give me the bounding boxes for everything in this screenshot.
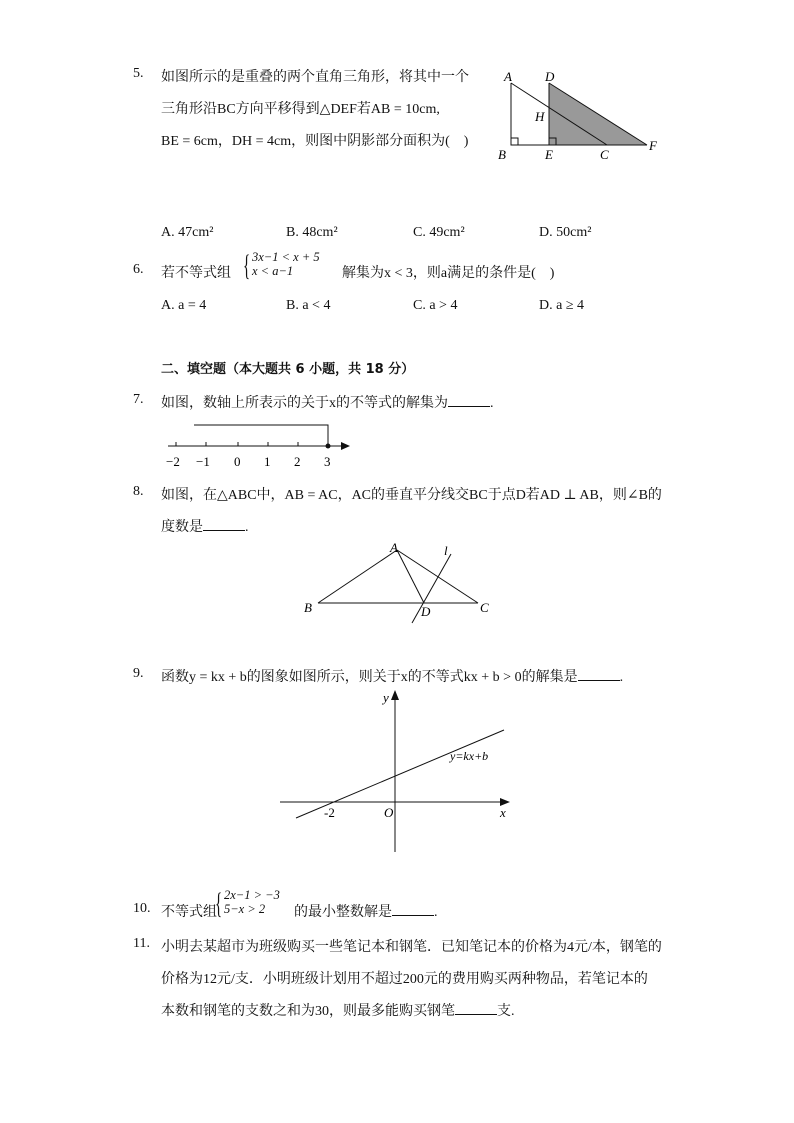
- label-x-axis: x: [500, 805, 506, 820]
- q11-line2: 价格为12元/支．小明班级计划用不超过200元的费用购买两种物品，若笔记本的: [161, 972, 648, 987]
- q7-answer-blank[interactable]: [448, 394, 490, 407]
- q5-figure: [495, 66, 665, 166]
- q10-system-line2: 5−x > 2: [224, 902, 266, 916]
- q10-post: 的最小整数解是 .: [294, 905, 438, 920]
- label-C: C: [600, 147, 609, 162]
- q8-figure: [300, 538, 500, 626]
- q5-option-a[interactable]: A. 47cm²: [161, 225, 214, 240]
- q5-line1: 如图所示的是重叠的两个直角三角形，将其中一个: [161, 70, 469, 85]
- q6-option-c[interactable]: C. a > 4: [413, 298, 458, 313]
- label-A: A: [390, 540, 398, 555]
- q7-number: 7.: [133, 392, 144, 407]
- q9-text: 函数y = kx + b的图象如图所示，则关于x的不等式kx + b > 0的解集是 .: [161, 670, 624, 685]
- q8-number: 8.: [133, 484, 144, 499]
- q9-number: 9.: [133, 666, 144, 681]
- label-H: H: [535, 109, 545, 124]
- q6-option-d[interactable]: D. a ≥ 4: [539, 298, 585, 313]
- q11-answer-blank[interactable]: [455, 1002, 497, 1015]
- q6-option-b[interactable]: B. a < 4: [286, 298, 331, 313]
- q5-option-d[interactable]: D. 50cm²: [539, 225, 592, 240]
- q5-line2: 三角形沿BC方向平移得到△DEF若AB = 10cm,: [161, 102, 440, 117]
- label-B: B: [498, 147, 506, 162]
- q6-system-line2: x < a−1: [252, 264, 294, 278]
- label-C: C: [480, 600, 489, 615]
- q6-pre: 若不等式组: [161, 266, 231, 281]
- q6-number: 6.: [133, 262, 144, 277]
- q6-post: 解集为x < 3，则a满足的条件是( ): [342, 266, 555, 281]
- q11-line1: 小明去某超市为班级购买一些笔记本和钢笔．已知笔记本的价格为4元/本，钢笔的: [161, 940, 662, 955]
- q11-number: 11.: [133, 936, 150, 951]
- label-E: E: [545, 147, 553, 162]
- tick-2: 2: [294, 454, 301, 469]
- q10-brace: {: [215, 887, 223, 920]
- label-origin: O: [384, 805, 394, 820]
- q10-pre: 不等式组: [161, 905, 217, 920]
- label-D: D: [545, 69, 555, 84]
- label-neg2: -2: [324, 805, 335, 820]
- tick-1: 1: [264, 454, 271, 469]
- label-D: D: [421, 604, 431, 619]
- q10-answer-blank[interactable]: [392, 903, 434, 916]
- q5-option-b[interactable]: B. 48cm²: [286, 225, 338, 240]
- label-A: A: [504, 69, 512, 84]
- q8-line2: 度数是 .: [161, 520, 249, 535]
- q5-number: 5.: [133, 66, 144, 81]
- tick-3: 3: [324, 454, 331, 469]
- q9-answer-blank[interactable]: [578, 668, 620, 681]
- q7-text: 如图，数轴上所表示的关于x的不等式的解集为 .: [161, 396, 494, 411]
- q6-option-a[interactable]: A. a = 4: [161, 298, 207, 313]
- q8-answer-blank[interactable]: [203, 518, 245, 531]
- q5-line3: BE = 6cm，DH = 4cm，则图中阴影部分面积为( ): [161, 134, 469, 149]
- tick-neg1: −1: [196, 454, 210, 469]
- label-F: F: [649, 138, 657, 153]
- q11-line3: 本数和钢笔的支数之和为30，则最多能购买钢笔 支.: [161, 1004, 515, 1019]
- label-line-eq: y=kx+b: [450, 749, 489, 763]
- label-l: l: [444, 543, 448, 558]
- section-heading: 二、填空题（本大题共 6 小题，共 18 分）: [161, 362, 415, 377]
- q5-option-c[interactable]: C. 49cm²: [413, 225, 465, 240]
- tick-0: 0: [234, 454, 241, 469]
- q7-number-line: [160, 420, 360, 472]
- tick-neg2: −2: [166, 454, 180, 469]
- q6-brace: {: [243, 249, 251, 282]
- q10-system-line1: 2x−1 > −3: [224, 888, 280, 902]
- label-y-axis: y: [383, 690, 389, 705]
- q9-graph: [278, 684, 518, 856]
- label-B: B: [304, 600, 312, 615]
- q6-system-line1: 3x−1 < x + 5: [252, 250, 320, 264]
- q10-number: 10.: [133, 901, 151, 916]
- q8-line1: 如图，在△ABC中，AB = AC，AC的垂直平分线交BC于点D若AD ⊥ AB，则∠B的: [161, 488, 662, 503]
